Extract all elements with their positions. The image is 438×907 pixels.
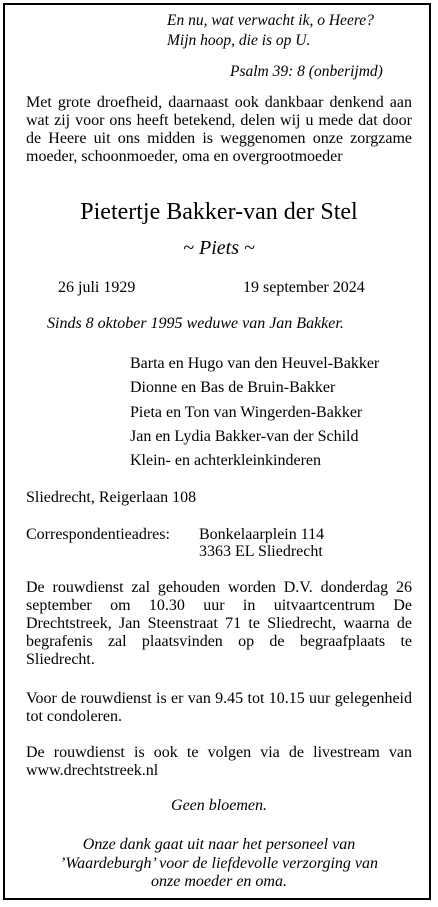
family-member: Dionne en Bas de Bruin-Bakker — [130, 379, 336, 396]
family-member: Pieta en Ton van Wingerden-Bakker — [130, 404, 363, 421]
thanks-line-3: onze moeder en oma. — [151, 873, 287, 890]
verse-line-2: Mijn hoop, die is op U. — [167, 32, 311, 49]
deceased-nickname: ~ Piets ~ — [183, 237, 255, 259]
family-member: Klein- en achterkleinkinderen — [130, 452, 322, 469]
service-paragraph: De rouwdienst zal gehouden worden D.V. donderdag 26 september om 10.30 uur in uitvaartcentrum De Drechtstreek, Jan Steenstraat 71 te Sliedrecht, waarna de begrafenis zal plaatsvinden op de begraafplaats te Sliedrecht. — [26, 579, 412, 668]
thanks-line-1: Onze dank gaat uit naar het personeel van — [82, 836, 356, 853]
no-flowers-note: Geen bloemen. — [171, 797, 267, 814]
condolence-paragraph: Voor de rouwdienst is er van 9.45 tot 10.15 uur gelegenheid tot condoleren. — [26, 690, 412, 725]
widow-note: Sinds 8 oktober 1995 weduwe van Jan Bakker. — [47, 315, 344, 332]
death-date: 19 september 2024 — [243, 279, 365, 296]
birth-date: 26 juli 1929 — [58, 279, 136, 296]
family-member: Jan en Lydia Bakker-van der Schild — [130, 428, 359, 445]
verse-reference: Psalm 39: 8 (onberijmd) — [230, 63, 383, 80]
correspondence-label: Correspondentieadres: — [26, 526, 170, 543]
family-member: Barta en Hugo van den Heuvel-Bakker — [130, 355, 380, 372]
deceased-name: Pietertje Bakker-van der Stel — [80, 199, 358, 225]
livestream-paragraph: De rouwdienst is ook te volgen via de livestream van www.drechtstreek.nl — [26, 744, 412, 779]
correspondence-line-1: Bonkelaarplein 114 — [199, 526, 325, 543]
correspondence-line-2: 3363 EL Sliedrecht — [199, 543, 323, 560]
thanks-line-2: ’Waardeburgh’ voor de liefdevolle verzorging van — [59, 855, 378, 872]
verse-line-1: En nu, wat verwacht ik, o Heere? — [167, 12, 374, 29]
home-address: Sliedrecht, Reigerlaan 108 — [26, 489, 197, 506]
intro-paragraph: Met grote droefheid, daarnaast ook dankbaar denkend aan wat zij voor ons heeft betekend, delen wij u mede dat door de Heere uit ons midden is weggenomen onze zorgzame moeder, schoonmoeder, oma en overgrootmoeder — [26, 94, 412, 165]
